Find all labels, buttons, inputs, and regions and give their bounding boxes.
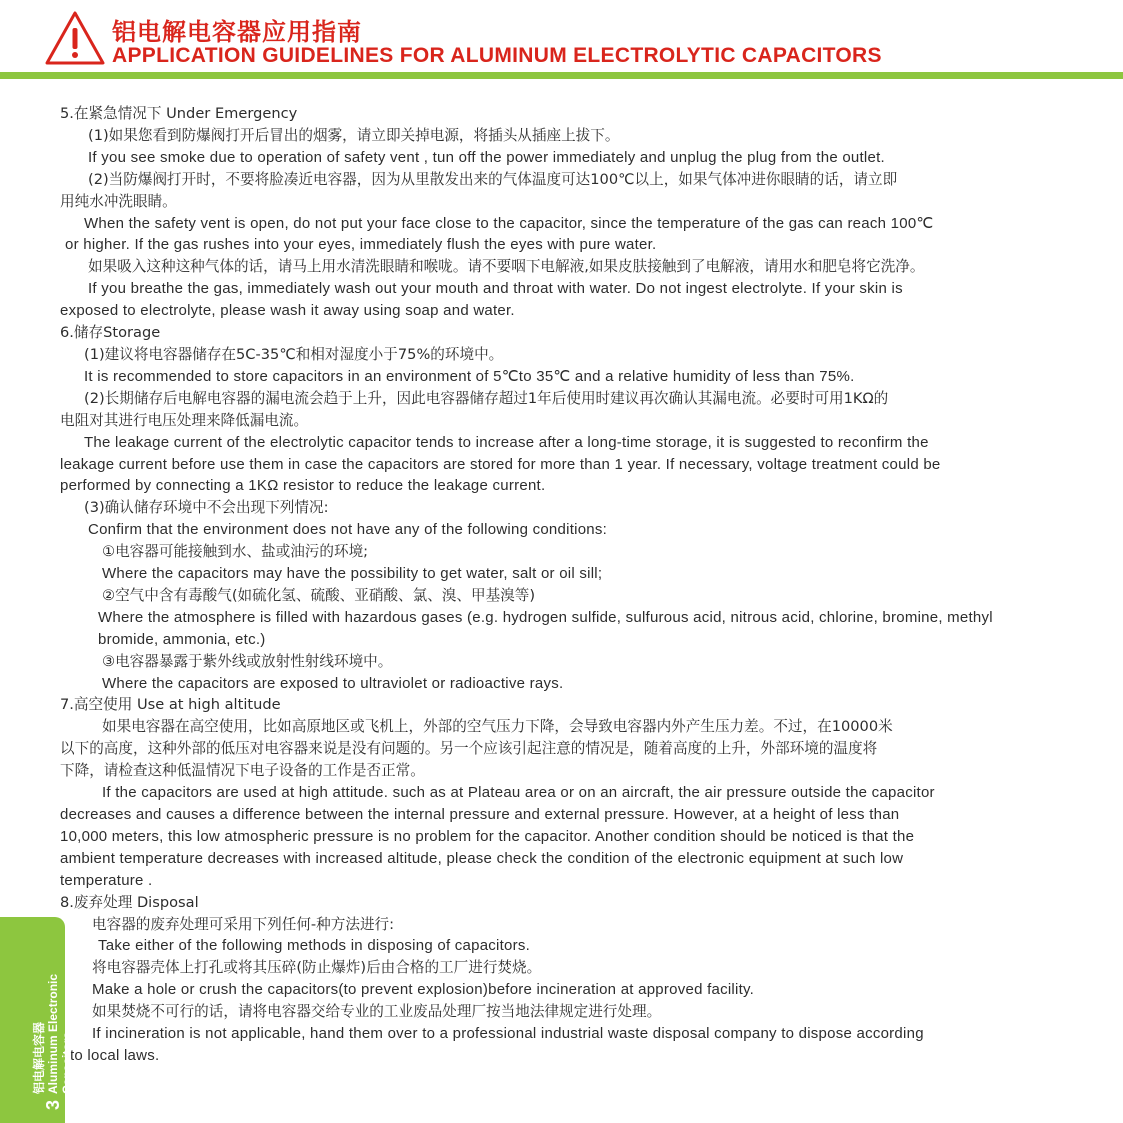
s7-en-cont: decreases and causes a difference between the internal pressure and external pressure. However, at a height of less than (60, 806, 900, 823)
warning-triangle-icon (44, 10, 106, 66)
s8-cn-2: 将电容器壳体上打孔或将其压碎(防止爆炸)后由合格的工厂进行焚烧。 (92, 959, 542, 977)
s8-cn-3: 如果焚烧不可行的话，请将电容器交给专业的工业废品处理厂按当地法律规定进行处理。 (92, 1003, 662, 1021)
s6-c2-en: Where the atmosphere is filled with hazardous gases (e.g. hydrogen sulfide, sulfurous acid, nitrous acid, chlorine, bromine, methyl (98, 608, 993, 626)
s6-c1-cn: ①电容器可能接触到水、盐或油污的环境; (102, 543, 369, 561)
side-tab-en-2: Capacitors (60, 1031, 74, 1094)
s6-p2-cn: (2)长期储存后电解电容器的漏电流会趋于上升，因此电容器储存超过1年后使用时建议再次确认其漏电流。必要时可用1KΩ的 (84, 389, 889, 407)
s8-en-2: Make a hole or crush the capacitors(to prevent explosion)before incineration at approved facility. (92, 981, 755, 999)
header-divider (0, 72, 1123, 79)
side-tab-label (32, 974, 74, 1110)
section-8-heading: 8.废弃处理 Disposal (60, 893, 199, 911)
s7-en-cont3: ambient temperature decreases with increased altitude, please check the condition of the electronic equipment at such low (60, 849, 904, 867)
s7-en-cont4: temperature . (60, 871, 153, 889)
s5-p2-cn-cont: 用纯水冲洗眼睛。 (60, 192, 177, 210)
section-5-heading: 5.在紧急情况下 Under Emergency (60, 105, 298, 122)
s6-p3-en: Confirm that the environment does not have any of the following conditions: (88, 521, 608, 539)
side-tab-lines (32, 974, 74, 1094)
s6-p3-cn: (3)确认储存环境中不会出现下列情况: (84, 499, 329, 517)
s5-p3-en-cont: exposed to electrolyte, please wash it away using soap and water. (60, 302, 515, 320)
side-tab-en-1: Aluminum Electronic (46, 973, 60, 1094)
s8-en-3: If incineration is not applicable, hand them over to a professional industrial waste disposal company to dispose according (92, 1025, 924, 1043)
s5-p1-en: If you see smoke due to operation of safety vent , tun off the power immediately and unplug the plug from the outlet. (88, 148, 885, 166)
s6-p2-en-cont2: performed by connecting a 1KΩ resistor to reduce the leakage current. (60, 477, 546, 495)
s6-c1-en: Where the capacitors may have the possibility to get water, salt or oil sill; (102, 565, 603, 583)
guidelines-body (60, 103, 1090, 1067)
page-header (0, 0, 1123, 82)
s5-p2-cn: (2)当防爆阀打开时，不要将脸凑近电容器，因为从里散发出来的气体温度可达100℃以上，如果气体冲进你眼睛的话，请立即 (88, 170, 898, 188)
s8-cn-1: 电容器的废弃处理可采用下列任何-种方法进行: (92, 915, 395, 933)
s7-en-cont2: 10,000 meters, this low atmospheric pressure is no problem for the capacitor. Another condition should be noticed is that the (60, 827, 915, 845)
s5-p3-cn: 如果吸入这种这种气体的话，请马上用水清洗眼睛和喉咙。请不要咽下电解液,如果皮肤接触到了电解液，请用水和肥皂将它洗净。 (88, 258, 925, 276)
s5-p2-en: When the safety vent is open, do not put your face close to the capacitor, since the temperature of the gas can reach 100℃ (84, 214, 934, 232)
side-tab-cn: 铝电解电容器 (32, 1021, 46, 1094)
section-7-heading: 7.高空使用 Use at high altitude (60, 696, 281, 714)
s6-c3-cn: ③电容器暴露于紫外线或放射性射线环境中。 (102, 652, 393, 670)
section-6-heading: 6.储存Storage (60, 324, 161, 342)
s6-p1-en: It is recommended to store capacitors in an environment of 5℃to 35℃ and a relative humidity of less than 75%. (84, 367, 855, 385)
s5-p3-en: If you breathe the gas, immediately wash out your mouth and throat with water. Do not ingest electrolyte. If your skin is (88, 280, 903, 298)
s7-cn-cont: 以下的高度，这种外部的低压对电容器来说是没有问题的。另一个应该引起注意的情况是，随着高度的上升，外部环境的温度将 (60, 740, 878, 758)
s6-p2-en: The leakage current of the electrolytic capacitor tends to increase after a long-time storage, it is suggested to reconfirm the (84, 433, 929, 451)
s8-en-1: Take either of the following methods in disposing of capacitors. (98, 937, 531, 955)
s7-en: If the capacitors are used at high attitude. such as at Plateau area or on an aircraft, the air pressure outside the capacitor (102, 784, 935, 802)
s6-c2-en-cont: bromide, ammonia, etc.) (98, 630, 266, 648)
s5-p1-cn: (1)如果您看到防爆阀打开后冒出的烟雾，请立即关掉电源，将插头从插座上拔下。 (88, 126, 620, 144)
s6-c3-en: Where the capacitors are exposed to ultraviolet or radioactive rays. (102, 674, 564, 692)
s6-c2-cn: ②空气中含有毒酸气(如硫化氢、硫酸、亚硝酸、氯、溴、甲基溴等) (102, 586, 536, 604)
title-chinese: 铝电解电容器应用指南 (112, 18, 362, 46)
s7-cn: 如果电容器在高空使用，比如高原地区或飞机上，外部的空气压力下降，会导致电容器内外产生压力差。不过，在10000米 (102, 718, 893, 736)
title-english: APPLICATION GUIDELINES FOR ALUMINUM ELECTROLYTIC CAPACITORS (112, 44, 882, 67)
s6-p2-en-cont: leakage current before use them in case the capacitors are stored for more than 1 year. If necessary, voltage treatment could be (60, 455, 941, 473)
s7-cn-cont2: 下降，请检查这种低温情况下电子设备的工作是否正常。 (60, 762, 425, 780)
page-number: 3 (42, 1099, 63, 1110)
s6-p1-cn: (1)建议将电容器储存在5C-35℃和相对湿度小于75%的环境中。 (84, 345, 504, 363)
s5-p2-en-cont: or higher. If the gas rushes into your eyes, immediately flush the eyes with pure water. (65, 236, 657, 254)
s6-p2-cn-cont: 电阻对其进行电压处理来降低漏电流。 (60, 411, 309, 429)
s8-en-3-cont: to local laws. (70, 1046, 160, 1064)
